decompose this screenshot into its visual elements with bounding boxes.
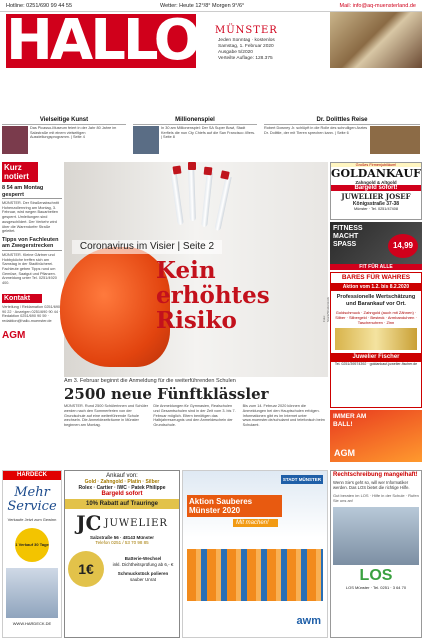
- aktion-sauberes-muenster-ad[interactable]: [182, 470, 328, 638]
- ad-pol-sub: sauber Unrat: [129, 576, 156, 582]
- ad-title: GOLDANKAUF: [331, 167, 421, 180]
- teaser-text: In 30 am Millionenspiel: Der SA Super Bowl, Stadt Kerfiels die nun Cty Chiefs auf die San Francisco 49ers. | Seite 8: [161, 126, 256, 140]
- test-tube: [170, 170, 184, 225]
- teaser-title: Millionenspiel: [133, 116, 257, 125]
- ad-batt-sub: inkl. Dichtheitsprüfung ab 6,- €: [112, 561, 174, 567]
- ad-tel: Tel. 0251/39574392 · goldankauf-juwelier-fischer.de: [334, 362, 418, 366]
- ad-url[interactable]: WWW.HARDECK.DE: [12, 621, 52, 626]
- teaser-text: Das Picasso-Museum feiert in der Jahr 80 Jahre im Salzstraße mit einem vielseitigen Ausstellungsprogramm. | Seite 4: [30, 126, 117, 140]
- ad-topline: Großes Firmenjubiläum!: [331, 163, 421, 167]
- info-line: Ausgabe 5/2020: [218, 50, 253, 55]
- price-badge: 14,99: [388, 234, 418, 258]
- ad-title: Rechtschreibung mangelhaft!: [333, 472, 418, 478]
- fitness-ad[interactable]: [330, 222, 422, 270]
- ad-label: Ankauf von:: [106, 473, 138, 479]
- teaser-photo: [370, 126, 420, 154]
- orange-glove: [60, 247, 170, 367]
- test-tube: [214, 176, 231, 231]
- header-photo: [330, 12, 422, 68]
- ad-text: Goldschmuck · Zahngold (auch mit Zähnen) · Silber · Silbergeld · Besteck · Armbanduhren · Taschenuhren · Zinn: [335, 310, 417, 325]
- ad-line: Aktion vom 1.2. bis 8.2.2020: [331, 283, 421, 291]
- ad-text: Gut beraten im LOS · Hilfe in der Schule · Rufen Sie uns an!: [333, 493, 419, 504]
- article-title[interactable]: 2500 neue Fünftklässler: [64, 385, 269, 403]
- hero-title[interactable]: Kein erhöhtes Risiko: [156, 257, 270, 334]
- test-tube: [201, 172, 213, 227]
- awm-logo: awm: [296, 615, 321, 627]
- ad-cta: FIT FÜR ALLE: [330, 264, 422, 270]
- teaser-text: Robert Downey Jr. schlüpft in die Rolle des schrulligen Arztes Dr. Dolittle, der mit Tieren sprechen kann. | Seite 6: [264, 126, 368, 135]
- volunteers-photo: [187, 549, 323, 601]
- weather: Wetter: Heute 12°/8° Morgen 9°/6°: [160, 3, 245, 9]
- ad-title: FITNESS MACHT SPASS: [333, 225, 363, 248]
- teaser-row: [0, 116, 422, 158]
- teaser-dolittle[interactable]: [264, 116, 420, 158]
- ad-sub: Mit machen!: [233, 519, 278, 527]
- mail-link[interactable]: Mail: info@aq-muensterland.de: [339, 3, 416, 9]
- jc-name: JUWELIER: [104, 517, 168, 529]
- ad-cash: Bargeld sofort: [101, 491, 143, 497]
- right-ad-column: [330, 162, 422, 462]
- ad-brand: HARDECK: [3, 471, 61, 480]
- article: [64, 378, 328, 468]
- jc-logo: JC: [76, 511, 102, 535]
- ad-pol: Schmuckstück polieren: [117, 570, 169, 576]
- teaser-kunst[interactable]: [2, 116, 126, 158]
- bottom-ad-row: [0, 470, 422, 640]
- news-text: MÜNSTER. Kleine Gärtner und Hobbyköche treffen sich am Samstag in der Stadtbücherei. Fachleute geben Tipps rund um Gemüse, Saatgut und Pflanzen. Anmeldung unter Tel. 0251/4920 400.: [2, 252, 57, 286]
- ad-head: Professionelle Wertschätzung und Barankauf vor Ort.: [336, 294, 416, 307]
- info-line: Verteilte Auflage: 128.375: [218, 56, 273, 61]
- tube-cap: [172, 165, 181, 174]
- ad-shop: Juwelier Fischer: [331, 353, 421, 362]
- ad-badge: 1 Verkauf 30 Tage: [15, 528, 49, 562]
- ad-lead: Wenn Sie's geht so, will wer Informatiker werden. Das LOS bietet die richtige Hilfe.: [333, 480, 410, 491]
- price-badge: 1€: [68, 551, 104, 587]
- agm-logo: AGM: [2, 329, 26, 341]
- tube-cap: [204, 167, 213, 176]
- jc-juwelier-ad[interactable]: [64, 470, 180, 638]
- ad-brands: Rolex · Cartier · IWC · Patek Philippe: [78, 485, 166, 491]
- furniture-photo: [6, 568, 58, 618]
- teaser-title: Vielseitige Kunst: [2, 116, 126, 125]
- tube-cap: [188, 162, 196, 170]
- stadt-logo: STADT MÜNSTER: [282, 477, 321, 482]
- ad-line: Bargeld sofort!: [331, 185, 421, 191]
- bares-ad[interactable]: [330, 272, 422, 408]
- teaser-photo: [2, 126, 28, 154]
- ad-addr: Salzstraße 56 · 48143 Münster: [89, 535, 155, 540]
- teaser-title: Dr. Dolittles Reise: [264, 116, 420, 125]
- info-line: Jeden Sonntag · kostenlos: [218, 38, 275, 43]
- tube-cap: [220, 170, 229, 179]
- test-tube: [188, 166, 196, 221]
- hallo-logo[interactable]: HALLO: [6, 8, 199, 73]
- hardeck-ad[interactable]: [2, 470, 62, 638]
- news-text: MÜNSTER. Der Straßenabschnitt Hohenzollernring am Montag, 3. Februar, wird wegen Bauarbeiten gesperrt. Umleitungen sind ausgeschildert. Der Verkehr wird über die Warendorfer Straße geleitet.: [2, 201, 59, 234]
- article-column: Die Anmeldungen für Gymnasien, Realschulen und Gesamtschulen sind in der Zeit vom 3. bis 7. Februar möglich. Eltern benötigen das Halbjahreszeugnis und den Anmeldeschein der Grundschule.: [153, 404, 236, 428]
- ad-title: IMMER AM BALL!: [333, 413, 367, 428]
- hero-image[interactable]: [64, 162, 328, 377]
- news-headline[interactable]: 8 54 am Montag gesperrt: [2, 185, 62, 199]
- ad-items: Gold · Zahngold · Platin · Silber: [84, 479, 160, 485]
- hotline[interactable]: Hotline: 0251/690 99 44 55: [6, 3, 73, 9]
- los-logo: LOS: [359, 567, 393, 585]
- agm-logo: AGM: [334, 448, 355, 458]
- info-line: Samstag, 1. Februar 2020: [218, 44, 274, 49]
- ad-contact: LOS Münster · Tel. 0251 · 3 64 70: [345, 585, 407, 591]
- ad-title: BARES FÜR WAHRES: [331, 273, 421, 283]
- ad-promo: 10% Rabatt auf Trauringe: [65, 499, 179, 509]
- kontakt-badge: Kontakt: [2, 294, 42, 303]
- immer-am-ball-ad[interactable]: [330, 410, 422, 462]
- news-headline[interactable]: Tipps von Fachleuten am Zwegerstrecken: [2, 237, 62, 251]
- hero-subtitle: Coronavirus im Visier | Seite 2: [72, 240, 222, 254]
- kurz-notiert-badge: Kurz notiert: [2, 162, 38, 182]
- photo-credit: Foto: Stock/Shutterstock: [322, 296, 330, 322]
- kontakt-text: Verteilung / Reklamation 0251/690 90 22 · Anzeigen 0251/690 90 44 · Redaktion 0251/690 90 59 · redaktion@hallo-muenster.de: [2, 304, 61, 323]
- ad-shop: JUWELIER JOSEF: [341, 192, 411, 201]
- ad-title: Mehr Service: [7, 485, 57, 514]
- teaser-millionenspiel[interactable]: [133, 116, 257, 158]
- goldankauf-ad[interactable]: [330, 162, 422, 220]
- los-ad[interactable]: [330, 470, 422, 638]
- article-column: MÜNSTER. Rund 2500 Schülerinnen und Schüler werden nach den Sommerferien von der Grundschule auf eine weiterführende Schule wechseln. Die Anmeldezeiträume in Münster beginnen am Montag.: [64, 404, 148, 428]
- left-column: [2, 162, 62, 467]
- ad-title: Aktion Sauberes Münster 2020: [187, 495, 282, 517]
- edition-info: [218, 38, 275, 62]
- city-name: MÜNSTER: [215, 25, 278, 36]
- ad-sub: Verkaufe Jetzt zum Gewinn: [7, 517, 57, 522]
- ad-line: Münster · Tel. 0251/47408: [353, 207, 399, 211]
- article-column: Bis zum 14. Februar 2020 können die Anmeldungen bei den Hauptschulen erfolgen. Informationen gibt es im Internet unter www.muenster.de/schulamt und telefonisch beim Schulamt.: [242, 404, 325, 428]
- article-kicker: Am 3. Februar beginnt die Anmeldung für die weiterführenden Schulen: [64, 378, 236, 384]
- jewelry-photo: [335, 328, 417, 350]
- ad-line: Zahngold & Altgold: [355, 180, 397, 185]
- student-photo: [333, 507, 419, 565]
- ad-line: Königsstraße 37-38: [352, 201, 400, 207]
- teaser-photo: [133, 126, 159, 154]
- ad-tel: Telefon 0251 / 53 70 98 85: [95, 540, 149, 545]
- ad-batt: Batterie-Wechsel: [124, 555, 162, 561]
